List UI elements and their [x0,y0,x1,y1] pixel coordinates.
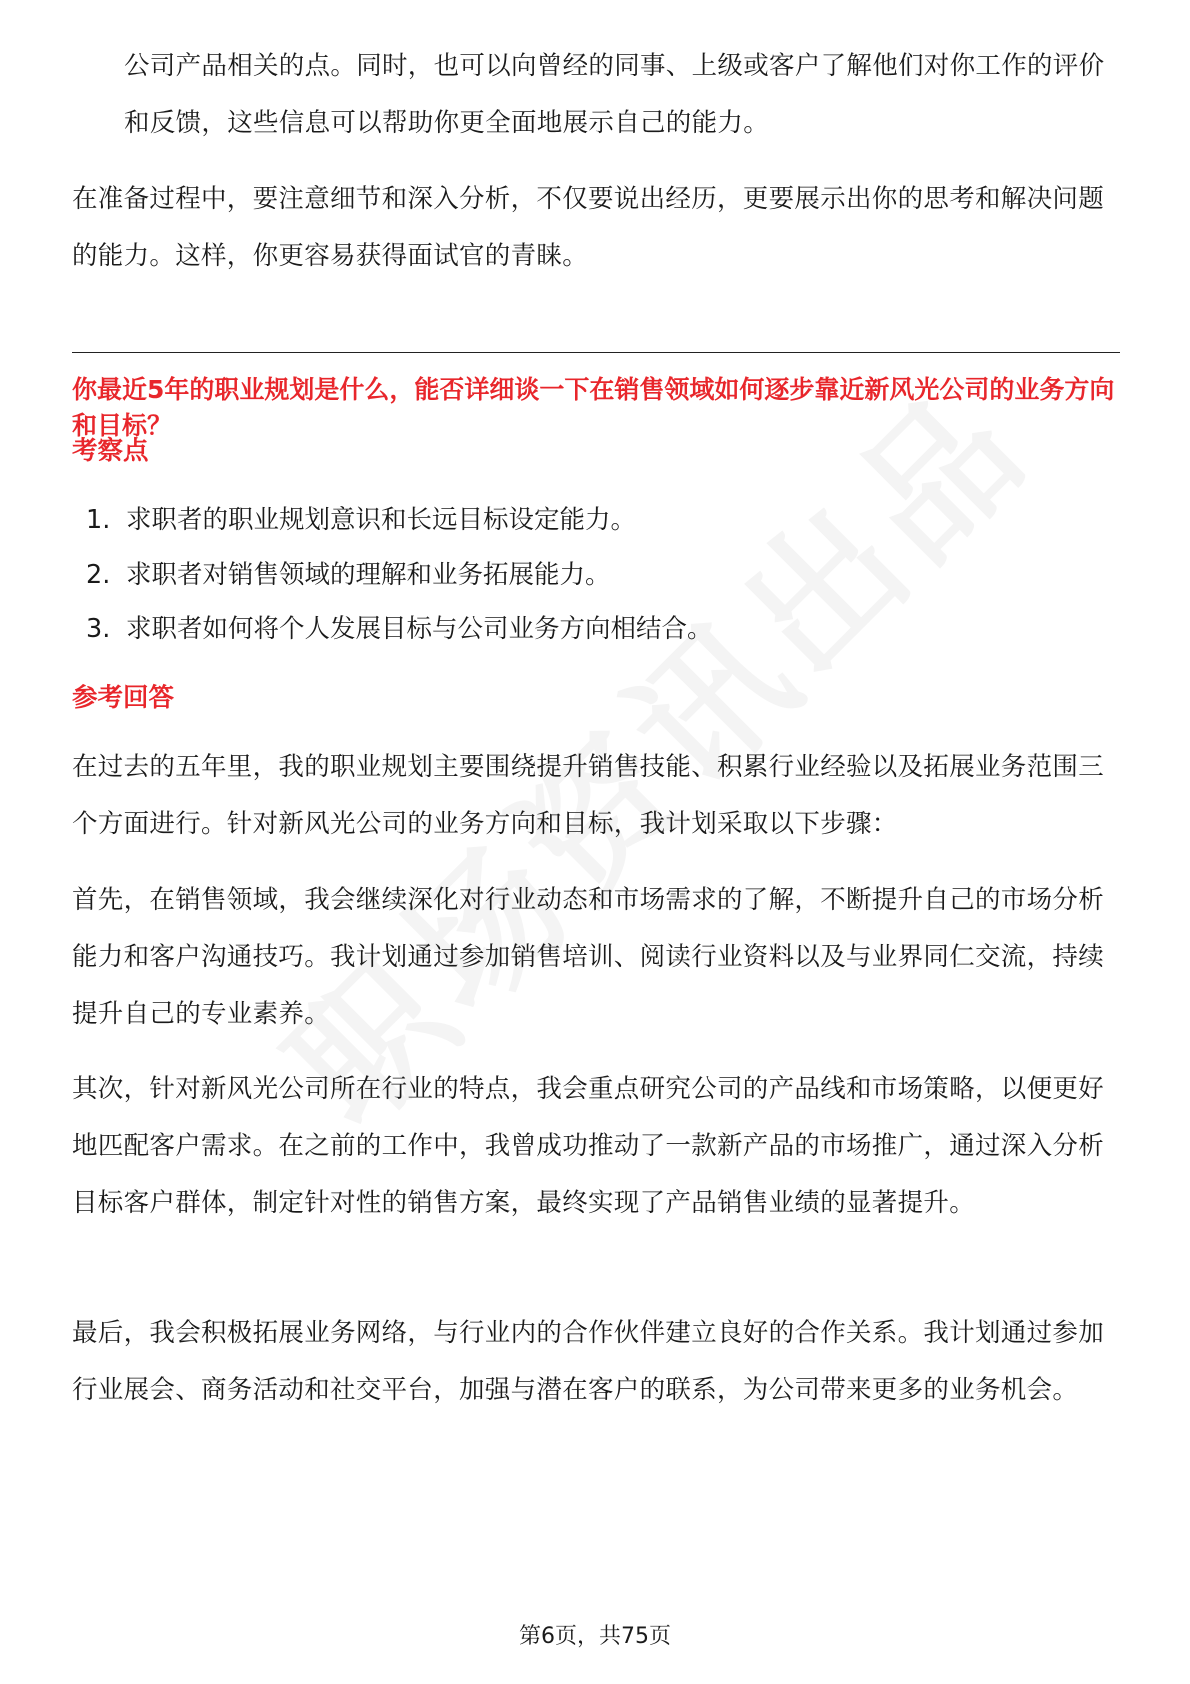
question-heading: 你最近5年的职业规划是什么，能否详细谈一下在销售领域如何逐步靠近新风光公司的业务方向和目标？ [72,375,1115,440]
answer-heading: 参考回答 [72,683,175,713]
assessment-point-item [86,500,636,540]
section-divider [72,352,1120,353]
answer-paragraph: 首先，在销售领域，我会继续深化对行业动态和市场需求的了解，不断提升自己的市场分析能力和客户沟通技巧。我计划通过参加销售培训、阅读行业资料以及与业界同仁交流，持续提升自己的专业素养。 [72,885,1105,1029]
intro-continuation-paragraph: 公司产品相关的点。同时，也可以向曾经的同事、上级或客户了解他们对你工作的评价和反馈，这些信息可以帮助你更全面地展示自己的能力。 [124,51,1105,138]
answer-paragraph: 其次，针对新风光公司所在行业的特点，我会重点研究公司的产品线和市场策略，以便更好地匹配客户需求。在之前的工作中，我曾成功推动了一款新产品的市场推广，通过深入分析目标客户群体，制定针对性的销售方案，最终实现了产品销售业绩的显著提升。 [72,1074,1105,1218]
list-number: 1. [86,505,111,535]
assessment-point-item [86,609,713,649]
answer-paragraph: 最后，我会积极拓展业务网络，与行业内的合作伙伴建立良好的合作关系。我计划通过参加行业展会、商务活动和社交平台，加强与潜在客户的联系，为公司带来更多的业务机会。 [72,1318,1105,1405]
preparation-note-paragraph: 在准备过程中，要注意细节和深入分析，不仅要说出经历，更要展示出你的思考和解决问题的能力。这样，你更容易获得面试官的青睐。 [72,184,1105,271]
list-number: 2. [86,560,111,590]
list-item-text: 求职者对销售领域的理解和业务拓展能力。 [126,560,611,590]
assessment-heading: 考察点 [72,436,149,466]
assessment-point-item [86,555,611,595]
list-item-text: 求职者如何将个人发展目标与公司业务方向相结合。 [126,614,713,644]
list-number: 3. [86,614,111,644]
page-footer: 第6页，共75页 [519,1624,671,1649]
list-item-text: 求职者的职业规划意识和长远目标设定能力。 [126,505,637,535]
answer-paragraph: 在过去的五年里，我的职业规划主要围绕提升销售技能、积累行业经验以及拓展业务范围三个方面进行。针对新风光公司的业务方向和目标，我计划采取以下步骤： [72,752,1105,839]
